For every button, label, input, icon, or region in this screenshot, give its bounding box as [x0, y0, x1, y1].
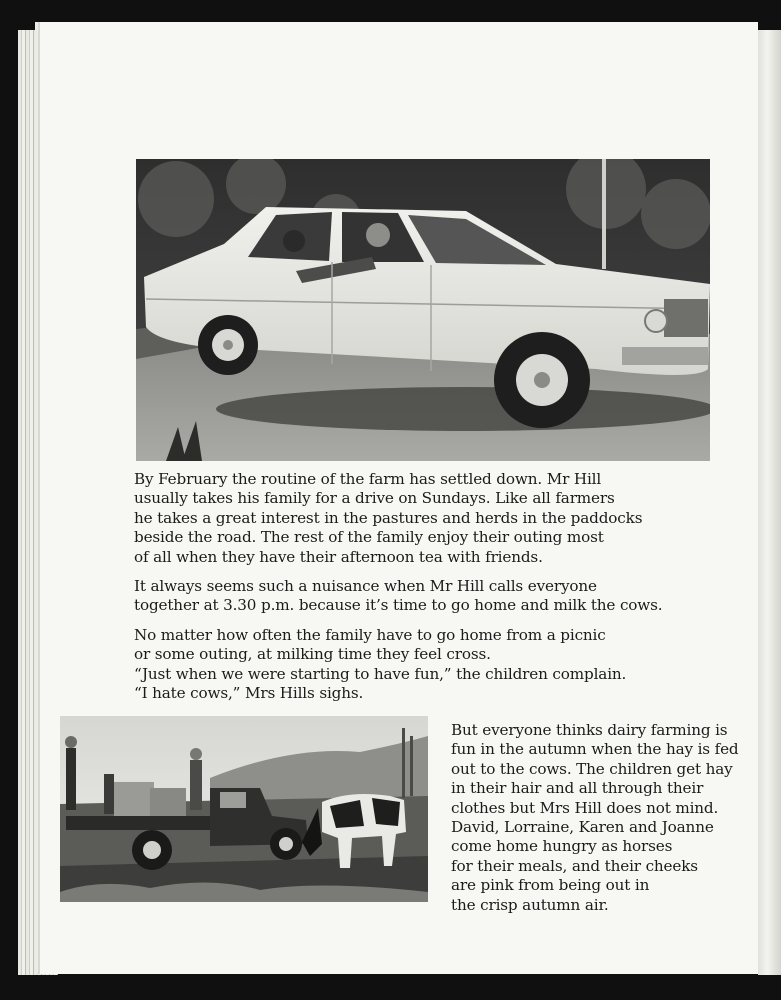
text-line: out to the cows. The children get hay [451, 759, 733, 778]
text-line: But everyone thinks dairy farming is [451, 721, 728, 739]
text-line: for their meals, and their cheeks [451, 856, 698, 875]
side-text [451, 721, 741, 925]
text-line: clothes but Mrs Hill does not mind. [451, 798, 719, 817]
hay-truck-cows-photo [60, 716, 428, 902]
text-line: “Just when we were starting to have fun,” the children complain. [134, 664, 627, 683]
book-page [40, 22, 758, 974]
text-line: usually takes his family for a drive on Sundays. Like all farmers [134, 489, 615, 508]
paragraph-sunday-drive [134, 470, 643, 567]
text-line: or some outing, at milking time they feel cross. [134, 645, 491, 664]
text-line: are pink from being out in [451, 876, 650, 895]
next-page-edge [758, 30, 781, 975]
paragraph-autumn-hay [451, 721, 741, 915]
text-line: “I hate cows,” Mrs Hills sighs. [134, 684, 364, 703]
text-line: come home hungry as horses [451, 837, 673, 856]
text-line: By February the routine of the farm has settled down. Mr Hill [134, 470, 602, 488]
text-line: together at 3.30 p.m. because it’s time to go home and milk the cows. [134, 596, 663, 615]
paragraph-milking-time [134, 577, 663, 616]
text-line: No matter how often the family have to go home from a picnic [134, 625, 606, 644]
text-line: It always seems such a nuisance when Mr Hill calls everyone [134, 577, 597, 596]
text-line: he takes a great interest in the pastures and herds in the paddocks [134, 508, 643, 527]
text-line: the crisp autumn air. [451, 895, 609, 914]
text-line: David, Lorraine, Karen and Joanne [451, 818, 714, 837]
family-car-photo [136, 159, 710, 461]
text-line: beside the road. The rest of the family enjoy their outing most [134, 528, 604, 547]
paragraph-complaints [134, 626, 634, 704]
text-line: fun in the autumn when the hay is fed [451, 740, 739, 759]
text-line: in their hair and all through their [451, 779, 704, 798]
text-line: of all when they have their afternoon tea with friends. [134, 547, 543, 566]
main-text [134, 470, 663, 713]
